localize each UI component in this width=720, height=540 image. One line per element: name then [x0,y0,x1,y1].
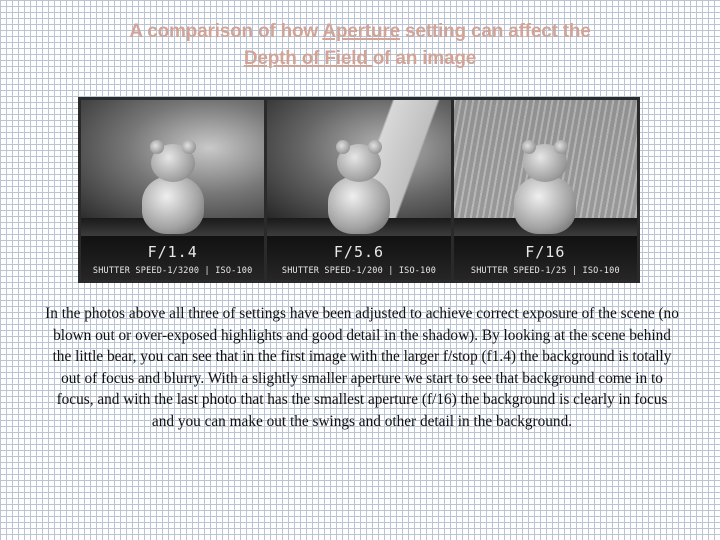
explanation-paragraph: In the photos above all three of settings have been adjusted to achieve correct exposure of the scene (no blown out or over-exposed highlights and good detail in the shadow). By looking at the scene behind the little bear, you can see that in the first image with the larger f/stop (f1.4) the background is totally out of focus and blurry. With a slightly smaller aperture we start to see that background come in to focus, and with the last photo that has the smallest aperture (f/16) the background is clearly in focus and you can make out the swings and other detail in the background. [45,305,679,430]
bear-figurine [514,144,576,234]
photo-panel-f5-6 [267,100,450,280]
photo-caption [267,243,450,276]
bear-figurine [142,144,204,234]
title-text: setting can affect the [399,21,591,42]
photo-panel-f1-4 [81,100,264,280]
title-text: A comparison of how [129,21,323,42]
title-line-1 [0,18,720,45]
photo-caption [81,243,264,276]
shutter-label: SHUTTER SPEED-1/200 | ISO-100 [281,266,437,276]
fstop-label: F/16 [525,243,566,261]
bear-figurine [328,144,390,234]
title-aperture-term: Aperture [322,21,400,42]
shutter-label: SHUTTER SPEED-1/3200 | ISO-100 [92,266,253,276]
photo-caption [454,243,637,276]
title-line-2 [0,45,720,72]
fstop-label: F/5.6 [333,243,385,261]
photo-panel-f16 [454,100,637,280]
aperture-comparison-photo [78,97,640,283]
shutter-label: SHUTTER SPEED-1/25 | ISO-100 [470,266,620,276]
title-depth-of-field-term: Depth of Field [243,48,373,69]
title-text: of an image [372,48,477,69]
slide-title [0,18,720,72]
fstop-label: F/1.4 [147,243,198,261]
